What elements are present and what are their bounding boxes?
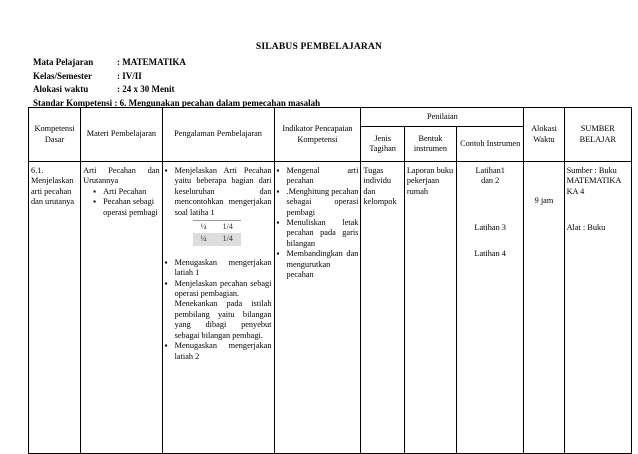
list-item: ▪ .Menghitung pecahan sebagai operasi pembagi [287,187,359,218]
cell-pengalaman [162,162,274,454]
list-item: ▪ Menugaskan mengerjakan latiah 1 [175,258,272,279]
materi-title: Arti Pecahan dan Urutannya [83,166,160,186]
header-kompetensi: Kompetensi Dasar [29,108,81,162]
alokasi-text: 9 jam [534,196,554,205]
meta-key: Mata Pelajaran [33,57,94,67]
list-item: ▪ Mengenal arti pecahan [287,166,359,187]
list-item [175,166,272,258]
fraction-cell: 1/4 [215,221,241,234]
cell-jenis [361,162,404,454]
header-materi: Materi Pembelajaran [81,108,162,162]
syllabus-table [28,107,632,454]
meta-value: : 24 x 30 Menit [117,84,175,94]
header-jenis: Jenis Tagihan [361,127,404,162]
table-row [29,162,632,454]
list-item: ▪ Pecahan sebagi operasi pembagi [103,197,159,218]
meta-row [33,83,320,97]
meta-row [33,70,320,84]
standar-kompetensi: Standar Kompetensi : 6. Mengunakan pecahan dalam pemecahan masalah [33,97,321,108]
header-pengalaman: Pengalaman Pembelajaran [162,108,274,162]
header-penilaian: Penilaian [361,108,524,127]
fraction-cell: 1/4 [215,233,241,245]
alat-text: Alat : Buku [566,223,606,233]
fraction-table [193,220,241,246]
page-title: SILABUS PEMBELAJARAN [255,42,383,52]
indikator-list [277,166,359,280]
header-alokasi: Alokasi Waktu [524,108,564,162]
cell-sumber [564,162,631,454]
meta-block [33,56,320,110]
header-bentuk: Bentuk instrumen [404,127,456,162]
header-contoh: Contoh Instrumen [457,127,524,162]
list-item [175,279,272,341]
contoh-item: Latihan1 [475,166,505,175]
meta-row [33,56,320,70]
jenis-text: Tugas individu dan kelompok [363,166,397,207]
cell-contoh [457,162,524,454]
pengalaman-text: Menjelaskan Arti Pecahan yaitu beberapa bagian dari keseluruhan dan mencontohkan mengerjakan soal latiha 1 [174,166,272,217]
kompetensi-text: 6.1. Menjelaskan arti pecahan dan urutanya [31,166,75,207]
fraction-cell: ¼ [193,233,215,245]
meta-value: : IV/II [117,70,142,81]
meta-key: Alokasi waktu [33,84,89,94]
fraction-cell: ¼ [193,221,215,234]
contoh-item: Latihan 3 [474,222,506,232]
cell-indikator [274,162,361,454]
list-item: ▪ Menugaskan mengerjakan latiah 2 [175,341,272,362]
sumber-text: Sumber : Buku MATEMATIKA KA 4 [566,166,621,196]
meta-key: Kelas/Semester [33,70,92,81]
pengalaman-text: Menekankan pada istilah pembilang yaitu bilangan yang dibagi penyebut sebagai bilangan pembagi. [174,299,272,340]
header-sumber: SUMBER BELAJAR [564,108,631,162]
meta-value: : MATEMATIKA [117,57,186,67]
materi-list [93,187,159,218]
cell-kompetensi [29,162,81,454]
cell-bentuk [404,162,456,454]
header-indikator: Indikator Pencapaian Kompetensi [274,108,361,162]
pengalaman-text: Menjelaskan pecahan sebagi operasi pembagian. [174,278,272,299]
pengalaman-list [165,166,272,362]
cell-alokasi [524,162,564,454]
list-item: ▪ Menuliskan letak pecahan pada garis bilangan [287,218,359,249]
bentuk-text: Laporan buku pekerjaan rumah [406,166,454,196]
cell-materi [81,162,162,454]
list-item: ▪ Membandingkan dan mengurutkan pecahan [287,249,359,280]
list-item: ▪ Arti Pecahan [103,187,159,197]
contoh-item: dan 2 [481,176,500,186]
contoh-item: Latihan 4 [474,249,506,259]
